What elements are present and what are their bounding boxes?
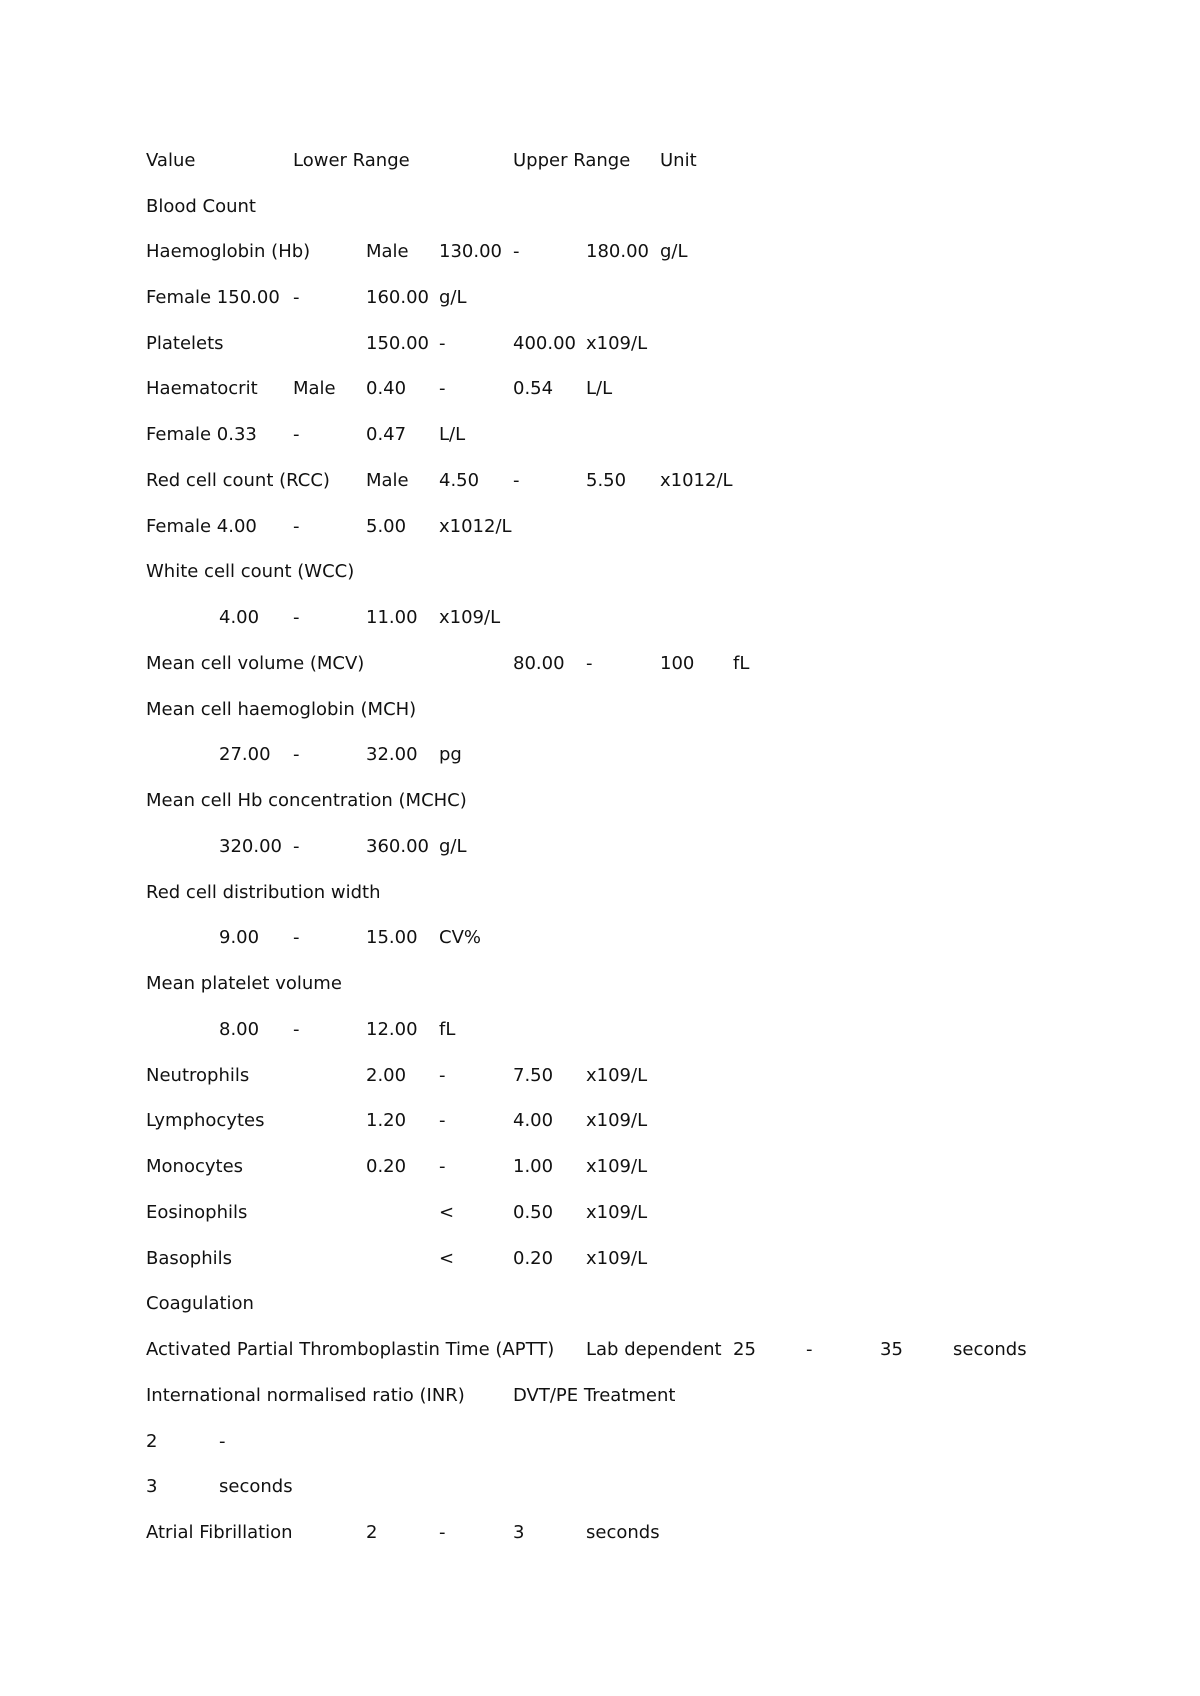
row-mean-platelet-volume (0, 969, 1200, 999)
row-haematocrit (0, 374, 1200, 404)
test-name: Red cell count (RCC) (146, 470, 330, 491)
unit: pg (439, 744, 462, 765)
unit: g/L (439, 836, 467, 857)
unit: x1012/L (660, 470, 733, 491)
sex: Male (366, 470, 409, 491)
header-upper-range: Upper Range (513, 150, 631, 171)
row-haemoglobin-female (0, 283, 1200, 313)
sex: Male (366, 241, 409, 262)
range-separator: - (513, 241, 520, 262)
unit: seconds (586, 1522, 660, 1543)
unit: seconds (219, 1476, 293, 1497)
test-name: Haematocrit (146, 378, 258, 399)
upper-value: 5.50 (586, 470, 627, 491)
range-separator: - (219, 1431, 226, 1452)
header-value: Value (146, 150, 196, 171)
row-mchc (0, 786, 1200, 816)
row-mean-platelet-volume-values (0, 1015, 1200, 1045)
upper-value: 35 (880, 1339, 903, 1360)
range-separator: - (439, 1065, 446, 1086)
upper-value: 32.00 (366, 744, 418, 765)
range-separator: - (293, 516, 300, 537)
row-white-cell-count (0, 557, 1200, 587)
lower-value: 320.00 (219, 836, 282, 857)
row-white-cell-count-values (0, 603, 1200, 633)
row-mean-cell-haemoglobin-values (0, 740, 1200, 770)
upper-value: 5.00 (366, 516, 407, 537)
test-name: Lymphocytes (146, 1110, 265, 1131)
unit: x1012/L (439, 516, 512, 537)
upper-value: 180.00 (586, 241, 649, 262)
lower-value: 150.00 (366, 333, 429, 354)
unit: L/L (586, 378, 613, 399)
indication: Atrial Fibrillation (146, 1522, 293, 1543)
lower-value: 0.40 (366, 378, 407, 399)
range-separator: - (293, 287, 300, 308)
upper-value: 7.50 (513, 1065, 554, 1086)
unit: x109/L (586, 333, 648, 354)
upper-value: 3 (146, 1476, 158, 1497)
row-eosinophils (0, 1198, 1200, 1228)
upper-value: 0.54 (513, 378, 554, 399)
lower-value: 2 (366, 1522, 378, 1543)
range-separator: - (513, 470, 520, 491)
range-separator: - (439, 1110, 446, 1131)
row-monocytes (0, 1152, 1200, 1182)
sex-lower-value: Female 0.33 (146, 424, 257, 445)
row-red-cell-distribution-width (0, 878, 1200, 908)
row-neutrophils (0, 1061, 1200, 1091)
row-inr (0, 1381, 1200, 1411)
lower-value: 0.20 (366, 1156, 407, 1177)
lower-value: 9.00 (219, 927, 260, 948)
row-haemoglobin (0, 237, 1200, 267)
row-aptt (0, 1335, 1200, 1365)
range-separator: - (293, 607, 300, 628)
upper-value: 360.00 (366, 836, 429, 857)
upper-value: 160.00 (366, 287, 429, 308)
range-separator: - (439, 333, 446, 354)
lower-value: 2.00 (366, 1065, 407, 1086)
row-basophils (0, 1244, 1200, 1274)
test-name: Mean cell Hb concentration (MCHC) (146, 790, 467, 811)
upper-value: 3 (513, 1522, 525, 1543)
unit: seconds (953, 1339, 1027, 1360)
row-inr-upper (0, 1472, 1200, 1502)
unit: g/L (660, 241, 688, 262)
range-separator: - (293, 424, 300, 445)
upper-value: 0.47 (366, 424, 407, 445)
upper-value: 0.50 (513, 1202, 554, 1223)
row-mean-cell-volume (0, 649, 1200, 679)
unit: x109/L (586, 1156, 648, 1177)
row-atrial-fibrillation (0, 1518, 1200, 1548)
row-mean-cell-haemoglobin (0, 695, 1200, 725)
range-separator: - (293, 836, 300, 857)
upper-value: 12.00 (366, 1019, 418, 1040)
range-separator: - (293, 744, 300, 765)
section-heading: Blood Count (146, 196, 256, 217)
indication: DVT/PE Treatment (513, 1385, 676, 1406)
lower-value: 4.50 (439, 470, 480, 491)
row-red-cell-count-female (0, 512, 1200, 542)
sex: Male (293, 378, 336, 399)
lower-value: 27.00 (219, 744, 271, 765)
unit: fL (733, 653, 750, 674)
upper-value: 0.20 (513, 1248, 554, 1269)
test-name: Red cell distribution width (146, 882, 381, 903)
range-separator: - (439, 1522, 446, 1543)
test-name: International normalised ratio (INR) (146, 1385, 465, 1406)
upper-value: 4.00 (513, 1110, 554, 1131)
lower-value: 4.00 (219, 607, 260, 628)
unit: L/L (439, 424, 466, 445)
lower-value: 25 (733, 1339, 756, 1360)
unit: CV% (439, 927, 481, 948)
less-than-sign: < (439, 1202, 455, 1223)
upper-value: 11.00 (366, 607, 418, 628)
section-heading-coagulation (0, 1289, 1200, 1319)
unit: x109/L (586, 1248, 648, 1269)
lower-value: 2 (146, 1431, 158, 1452)
section-heading-blood-count (0, 192, 1200, 222)
row-platelets (0, 329, 1200, 359)
test-name: Activated Partial Thromboplastin Time (APTT) (146, 1339, 555, 1360)
upper-value: 100 (660, 653, 695, 674)
test-name: Haemoglobin (Hb) (146, 241, 311, 262)
test-name: Eosinophils (146, 1202, 248, 1223)
section-heading: Coagulation (146, 1293, 254, 1314)
row-red-cell-distribution-width-values (0, 923, 1200, 953)
sex-lower-value: Female 150.00 (146, 287, 280, 308)
row-lymphocytes (0, 1106, 1200, 1136)
unit: g/L (439, 287, 467, 308)
row-red-cell-count (0, 466, 1200, 496)
test-name: Platelets (146, 333, 224, 354)
test-name: Basophils (146, 1248, 232, 1269)
upper-value: 15.00 (366, 927, 418, 948)
lower-value: 1.20 (366, 1110, 407, 1131)
range-qualifier: Lab dependent (586, 1339, 722, 1360)
test-name: White cell count (WCC) (146, 561, 355, 582)
unit: x109/L (586, 1110, 648, 1131)
header-lower-range: Lower Range (293, 150, 410, 171)
test-name: Mean platelet volume (146, 973, 342, 994)
unit: fL (439, 1019, 456, 1040)
range-separator: - (439, 1156, 446, 1177)
unit: x109/L (586, 1065, 648, 1086)
row-inr-lower (0, 1427, 1200, 1457)
test-name: Neutrophils (146, 1065, 250, 1086)
lower-value: 80.00 (513, 653, 565, 674)
row-mchc-values (0, 832, 1200, 862)
upper-value: 400.00 (513, 333, 576, 354)
lower-value: 130.00 (439, 241, 502, 262)
header-unit: Unit (660, 150, 697, 171)
range-separator: - (293, 1019, 300, 1040)
lower-value: 8.00 (219, 1019, 260, 1040)
test-name: Mean cell volume (MCV) (146, 653, 365, 674)
row-haematocrit-female (0, 420, 1200, 450)
test-name: Monocytes (146, 1156, 244, 1177)
test-name: Mean cell haemoglobin (MCH) (146, 699, 417, 720)
range-separator: - (586, 653, 593, 674)
unit: x109/L (586, 1202, 648, 1223)
less-than-sign: < (439, 1248, 455, 1269)
unit: x109/L (439, 607, 501, 628)
range-separator: - (806, 1339, 813, 1360)
upper-value: 1.00 (513, 1156, 554, 1177)
range-separator: - (293, 927, 300, 948)
header-row (0, 146, 1200, 176)
range-separator: - (439, 378, 446, 399)
sex-lower-value: Female 4.00 (146, 516, 257, 537)
